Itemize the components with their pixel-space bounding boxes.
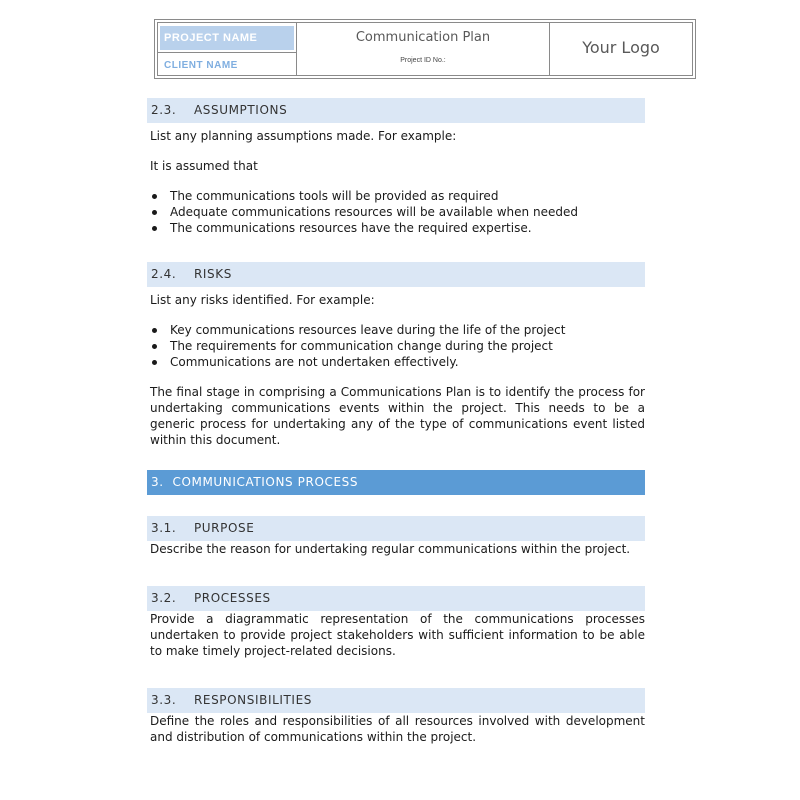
list-item	[147, 188, 645, 204]
assumptions-lead: It is assumed that	[150, 159, 258, 173]
header-table	[157, 22, 693, 76]
list-item	[147, 204, 645, 220]
assumptions-intro: List any planning assumptions made. For example:	[150, 129, 457, 143]
section-heading-risks: 2.4. RISKS	[147, 262, 645, 287]
list-item	[147, 354, 645, 370]
section-heading-communications-process: 3. COMMUNICATIONS PROCESS	[147, 470, 645, 495]
list-item	[147, 322, 645, 338]
header-logo-column	[550, 23, 692, 75]
section-heading-purpose: 3.1. PURPOSE	[147, 516, 645, 541]
list-item-text: Adequate communications resources will be available when needed	[170, 205, 578, 219]
list-item-text: The requirements for communication change during the project	[170, 339, 553, 353]
risks-list	[147, 322, 645, 370]
processes-text: Provide a diagrammatic representation of the communications processes undertaken to provide project stakeholders with sufficient information to be able to make timely project-related decisions.	[150, 612, 645, 658]
document-title: Communication Plan	[355, 30, 491, 45]
bullet-icon	[152, 328, 157, 333]
purpose-text: Describe the reason for undertaking regular communications within the project.	[150, 542, 631, 556]
list-item	[147, 338, 645, 354]
bullet-icon	[152, 210, 157, 215]
section-heading-processes: 3.2. PROCESSES	[147, 586, 645, 611]
project-name-field[interactable]: PROJECT NAME	[160, 26, 294, 50]
list-item-text: Communications are not undertaken effectively.	[170, 355, 459, 369]
bullet-icon	[152, 226, 157, 231]
bullet-icon	[152, 194, 157, 199]
section-heading-assumptions: 2.3. ASSUMPTIONS	[147, 98, 645, 123]
list-item-text: The communications tools will be provided as required	[170, 189, 499, 203]
risks-intro: List any risks identified. For example:	[150, 293, 375, 307]
section-heading-responsibilities: 3.3. RESPONSIBILITIES	[147, 688, 645, 713]
assumptions-list	[147, 188, 645, 236]
document-header	[154, 19, 696, 79]
header-title-column	[297, 23, 550, 75]
document-body	[147, 98, 645, 745]
header-name-column	[158, 23, 297, 75]
list-item-text: The communications resources have the required expertise.	[170, 221, 532, 235]
logo-placeholder: Your Logo	[582, 37, 660, 57]
list-item	[147, 220, 645, 236]
bullet-icon	[152, 344, 157, 349]
project-id-label: Project ID No.:	[400, 57, 446, 64]
client-name-field[interactable]: CLIENT NAME	[158, 52, 296, 79]
risks-closing-paragraph: The final stage in comprising a Communications Plan is to identify the process for undertaking communications events within the project. This needs to be a generic process for undertaking any of the type of communications event listed within this document.	[150, 385, 645, 447]
list-item-text: Key communications resources leave during the life of the project	[170, 323, 566, 337]
bullet-icon	[152, 360, 157, 365]
responsibilities-text: Define the roles and responsibilities of all resources involved with development and distribution of communications within the project.	[150, 714, 645, 744]
